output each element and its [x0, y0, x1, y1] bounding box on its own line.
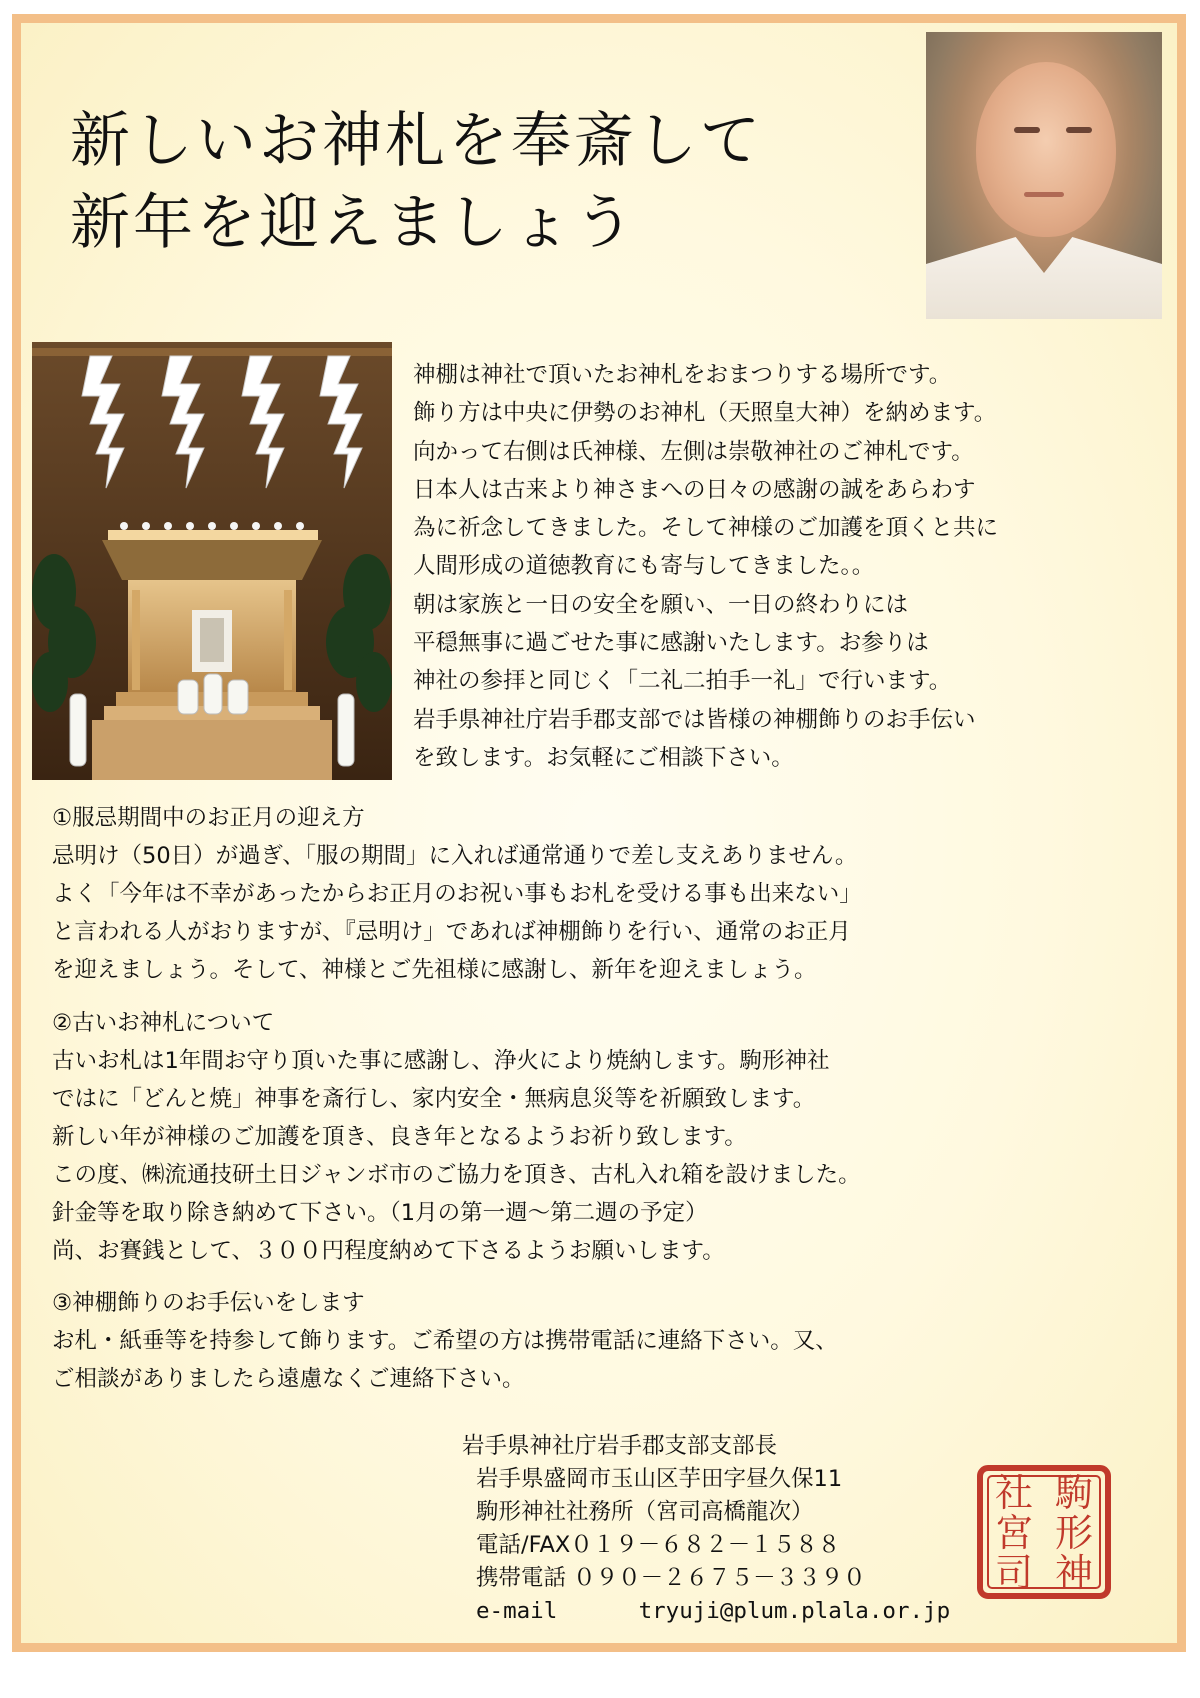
section-line: 忌明け（50日）が過ぎ、「服の期間」に入れば通常通りで差し支えありません。	[52, 843, 858, 869]
intro-line: 朝は家族と一日の安全を願い、一日の終わりには	[413, 591, 909, 618]
section-line: お札・紙垂等を持参して飾ります。ご希望の方は携帯電話に連絡下さい。又、	[52, 1328, 838, 1354]
contact-address: 岩手県盛岡市玉山区芋田字昼久保11	[476, 1466, 843, 1492]
email-address[interactable]: tryuji@plum.plala.or.jp	[638, 1598, 951, 1624]
section-line: 古いお札は1年間お守り頂いた事に感謝し、浄火により焼納します。駒形神社	[52, 1048, 830, 1074]
section-kamidana-help	[52, 1284, 838, 1398]
seal-character: 宮	[994, 1511, 1034, 1555]
intro-paragraph	[413, 356, 1143, 777]
intro-line: 飾り方は中央に伊勢のお神札（天照皇大神）を納めます。	[413, 400, 997, 427]
section-line: 針金等を取り除き納めて下さい。（1月の第一週～第二週の予定）	[52, 1200, 708, 1226]
section-mourning-period	[52, 799, 862, 989]
portrait-eye-right	[1066, 127, 1092, 133]
section-heading: ①服忌期間中のお正月の迎え方	[52, 805, 365, 831]
contact-block	[462, 1430, 950, 1628]
phone-fax-label: 電話/FAX	[476, 1532, 571, 1558]
intro-line: 人間形成の道徳教育にも寄与してきました。。	[413, 553, 875, 580]
seal-character: 神	[1054, 1551, 1094, 1595]
section-line: ではに「どんと焼」神事を斎行し、家内安全・無病息災等を祈願致します。	[52, 1086, 816, 1112]
portrait-mouth	[1024, 192, 1064, 197]
section-line: を迎えましょう。そして、神様とご先祖様に感謝し、新年を迎えましょう。	[52, 957, 817, 983]
section-line: ご相談がありましたら遠慮なくご連絡下さい。	[52, 1366, 525, 1392]
mobile-number: ０９０－２６７５－３３９０	[573, 1565, 866, 1591]
seal-character: 駒	[1054, 1471, 1094, 1515]
portrait-robe	[926, 237, 1162, 319]
section-old-talismans	[52, 1004, 861, 1270]
intro-line: 向かって右側は氏神様、左側は崇敬神社のご神札です。	[413, 438, 974, 465]
poster-title	[70, 100, 763, 264]
portrait-face	[976, 62, 1116, 237]
section-line: よく「今年は不幸があったからお正月のお祝い事もお札を受ける事も出来ない」	[52, 881, 862, 907]
contact-office: 駒形神社社務所（宮司高橋龍次）	[476, 1499, 814, 1525]
intro-line: 日本人は古来より神さまへの日々の感謝の誠をあらわす	[413, 476, 976, 503]
seal-character: 社	[994, 1471, 1034, 1515]
section-line: この度、㈱流通技研土日ジャンボ市のご協力を頂き、古札入れ箱を設けました。	[52, 1162, 861, 1188]
priest-portrait-photo	[926, 32, 1162, 319]
kamidana-shrine-photo	[32, 342, 392, 780]
mobile-label: 携帯電話	[476, 1565, 567, 1591]
intro-line: 岩手県神社庁岩手郡支部では皆様の神棚飾りのお手伝い	[413, 706, 976, 733]
section-heading: ③神棚飾りのお手伝いをします	[52, 1290, 365, 1316]
section-heading: ②古いお神札について	[52, 1010, 275, 1036]
title-line-2: 新年を迎えましょう	[70, 188, 637, 258]
intro-line: 平穏無事に過ごせた事に感謝いたします。お参りは	[413, 630, 929, 657]
contact-email	[462, 1595, 950, 1628]
intro-line: 為に祈念してきました。そして神様のご加護を頂くと共に	[413, 515, 999, 542]
section-line: と言われる人がおりますが、『忌明け」であれば神棚飾りを行い、通常のお正月	[52, 919, 851, 945]
portrait-eye-left	[1014, 127, 1040, 133]
contact-org: 岩手県神社庁岩手郡支部支部長	[462, 1433, 778, 1459]
intro-line: を致します。お気軽にご相談下さい。	[413, 744, 794, 771]
email-label: e-mail	[476, 1598, 558, 1624]
section-line: 尚、お賽銭として、３００円程度納めて下さるようお願いします。	[52, 1238, 725, 1264]
section-line: 新しい年が神様のご加護を頂き、良き年となるようお祈り致します。	[52, 1124, 747, 1150]
intro-line: 神社の参拝と同じく「二礼二拍手一礼」で行います。	[413, 668, 952, 695]
contact-phone-fax	[462, 1529, 950, 1562]
seal-character: 司	[994, 1551, 1034, 1595]
phone-fax-number: ０１９－６８２－１５８８	[570, 1532, 841, 1558]
intro-line: 神棚は神社で頂いたお神札をおまつりする場所です。	[413, 362, 952, 388]
seal-character: 形	[1054, 1511, 1094, 1555]
contact-mobile	[462, 1562, 950, 1595]
title-line-1: 新しいお神札を奉斎して	[70, 106, 763, 176]
shrine-seal-stamp	[974, 1462, 1114, 1602]
